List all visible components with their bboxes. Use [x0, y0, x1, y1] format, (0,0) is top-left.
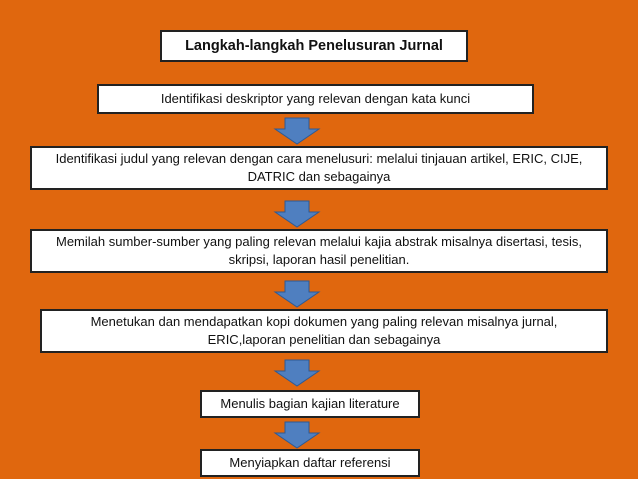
step-5-box: Menulis bagian kajian literature: [200, 390, 420, 418]
diagram-title: Langkah-langkah Penelusuran Jurnal: [160, 30, 468, 62]
down-arrow-5-icon: [273, 421, 321, 449]
step-3-box: Memilah sumber-sumber yang paling relevan melalui kajia abstrak misalnya disertasi, tesis, skripsi, laporan hasil penelitian.: [30, 229, 608, 273]
step-6-box: Menyiapkan daftar referensi: [200, 449, 420, 477]
step-1-box: Identifikasi deskriptor yang relevan dengan kata kunci: [97, 84, 534, 114]
step-2-box: Identifikasi judul yang relevan dengan cara menelusuri: melalui tinjauan artikel, ERIC, CIJE, DATRIC dan sebagainya: [30, 146, 608, 190]
down-arrow-2-icon: [273, 200, 321, 228]
down-arrow-3-icon: [273, 280, 321, 308]
step-4-box: Menetukan dan mendapatkan kopi dokumen yang paling relevan misalnya jurnal, ERIC,laporan penelitian dan sebagainya: [40, 309, 608, 353]
down-arrow-4-icon: [273, 359, 321, 387]
down-arrow-1-icon: [273, 117, 321, 145]
